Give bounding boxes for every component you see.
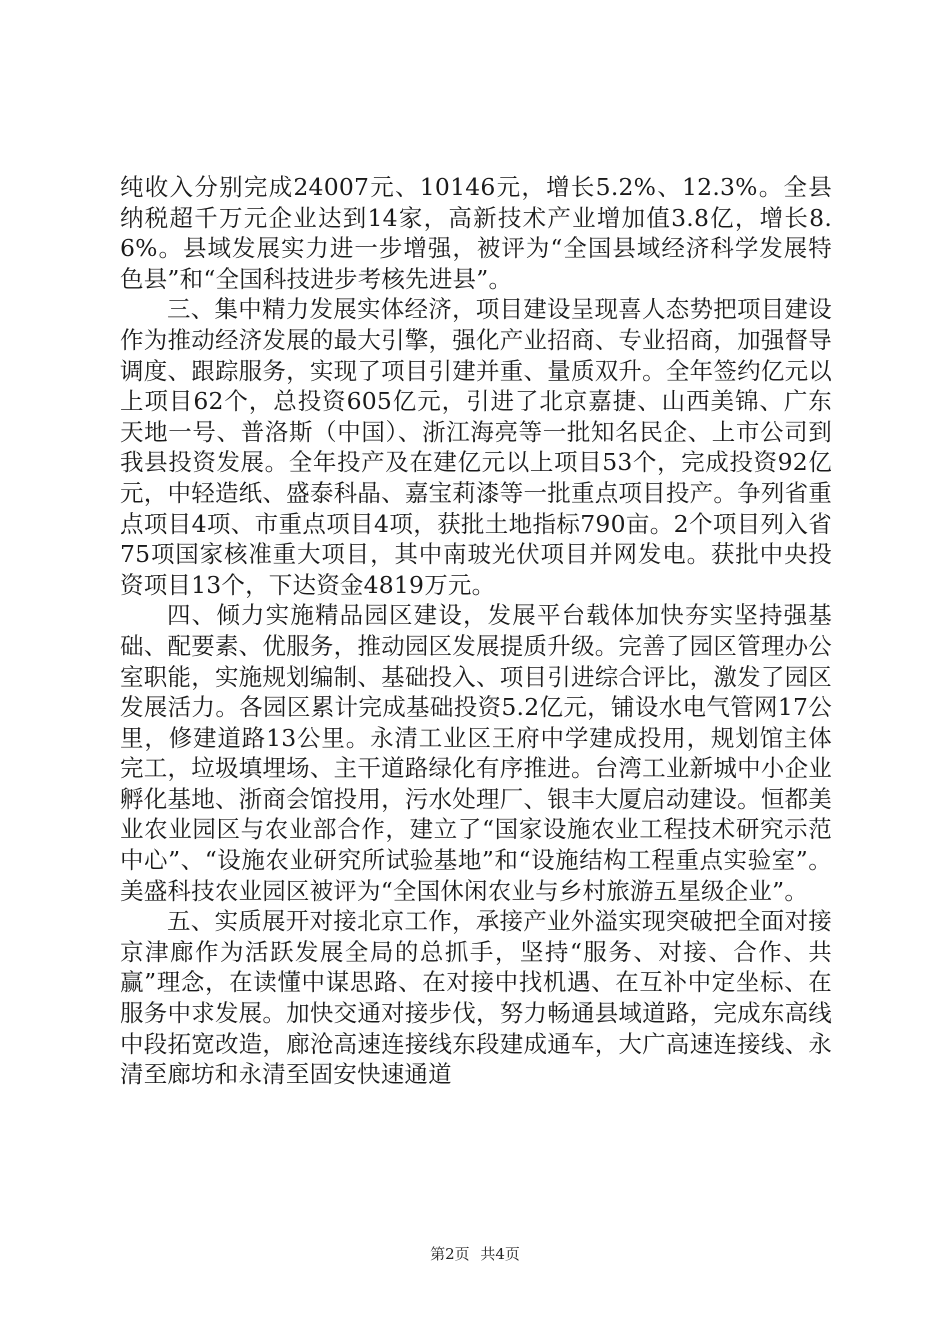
document-body	[120, 172, 832, 1090]
paragraph-3: 四、倾力实施精品园区建设，发展平台载体加快夯实坚持强基础、配要素、优服务，推动园区发展提质升级。完善了园区管理办公室职能，实施规划编制、基础投入、项目引进综合评比，激发了园区发展活力。各园区累计完成基础投资5.2亿元，铺设水电气管网17公里，修建道路13公里。永清工业区王府中学建成投用，规划馆主体完工，垃圾填埋场、主干道路绿化有序推进。台湾工业新城中小企业孵化基地、浙商会馆投用，污水处理厂、银丰大厦启动建设。恒都美业农业园区与农业部合作，建立了“国家设施农业工程技术研究示范中心”、“设施农业研究所试验基地”和“设施结构工程重点实验室”。美盛科技农业园区被评为“全国休闲农业与乡村旅游五星级企业”。	[120, 601, 832, 905]
page-total: 共4页	[480, 1245, 520, 1263]
page-number: 第2页	[430, 1245, 470, 1263]
paragraph-4: 五、实质展开对接北京工作，承接产业外溢实现突破把全面对接京津廊作为活跃发展全局的总抓手，坚持“服务、对接、合作、共赢”理念，在读懂中谋思路、在对接中找机遇、在互补中定坐标、在服务中求发展。加快交通对接步伐，努力畅通县域道路，完成东高线中段拓宽改造，廊沧高速连接线东段建成通车，大广高速连接线、永清至廊坊和永清至固安快速通道	[120, 907, 832, 1089]
paragraph-1: 纯收入分别完成24007元、10146元，增长5.2%、12.3%。全县纳税超千万元企业达到14家，高新技术产业增加值3.8亿，增长8.6%。县域发展实力进一步增强，被评为“全国县域经济科学发展特色县”和“全国科技进步考核先进县”。	[120, 173, 832, 293]
page-footer	[0, 1244, 950, 1264]
paragraph-2: 三、集中精力发展实体经济，项目建设呈现喜人态势把项目建设作为推动经济发展的最大引擎，强化产业招商、专业招商，加强督导调度、跟踪服务，实现了项目引建并重、量质双升。全年签约亿元以上项目62个，总投资605亿元，引进了北京嘉捷、山西美锦、广东天地一号、普洛斯（中国）、浙江海亮等一批知名民企、上市公司到我县投资发展。全年投产及在建亿元以上项目53个，完成投资92亿元，中轻造纸、盛泰科晶、嘉宝莉漆等一批重点项目投产。争列省重点项目4项、市重点项目4项，获批土地指标790亩。2个项目列入省75项国家核准重大项目，其中南玻光伏项目并网发电。获批中央投资项目13个，下达资金4819万元。	[120, 295, 832, 599]
